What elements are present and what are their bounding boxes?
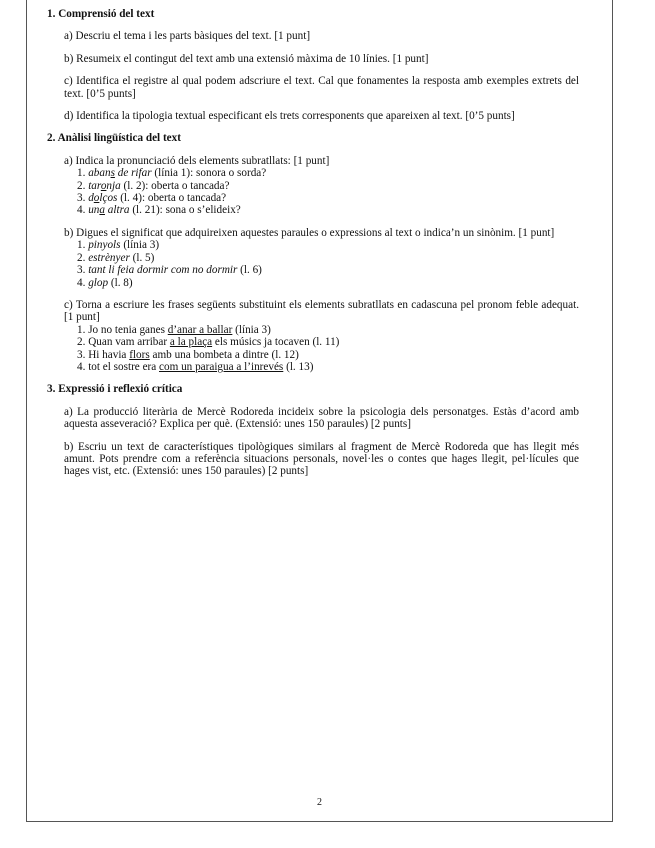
page-content [47,8,579,478]
question-2c-intro: c) Torna a escriure les frases següents substituint els elements subratllats en cadascuna pel pronom feble adequat. [1 punt] [64,298,579,324]
list-item: 3. Hi havia flors amb una bombeta a dintre (l. 12) [77,348,299,361]
question-1b: b) Resumeix el contingut del text amb una extensió màxima de 10 línies. [1 punt] [64,52,429,65]
question-1a: a) Descriu el tema i les parts bàsiques del text. [1 punt] [64,30,311,43]
list-item: 4. una altra (l. 21): sona o s’elideix? [77,204,241,217]
list-item: 4. glop (l. 8) [77,276,133,289]
list-item: 1. Jo no tenia ganes d’anar a ballar (línia 3) [77,323,271,336]
question-3b: b) Escriu un text de característiques tipològiques similars al fragment de Mercè Rodoreda que has llegit més amunt. Pots prendre com a referència situacions personals, novel·les o contes que hages llegit, pel·lícules que hages vist, etc. (Extensió: unes 150 paraules) [2 punts] [64,440,579,478]
question-1d: d) Identifica la tipologia textual especificant els trets corresponents que apareixen al text. [0’5 punts] [64,110,515,123]
exam-page [26,0,613,822]
section-3-title: 3. Expressió i reflexió crítica [47,383,183,396]
question-3a: a) La producció literària de Mercè Rodoreda incideix sobre la psicologia dels personatges. Estàs d’acord amb aquesta asseveració? Explica per què. (Extensió: unes 150 paraules) [2 punts] [64,405,579,431]
list-item: 1. pinyols (línia 3) [77,239,160,252]
question-2a [64,155,579,217]
list-item: 3. dolços (l. 4): oberta o tancada? [77,192,227,205]
question-2a-intro: a) Indica la pronunciació dels elements subratllats: [1 punt] [64,154,330,167]
section-2-title: 2. Anàlisi lingüística del text [47,132,181,145]
page-number: 2 [317,797,322,808]
question-2c [64,299,579,373]
question-2b-intro: b) Digues el significat que adquireixen aquestes paraules o expressions al text o indica’n un sinònim. [1 punt] [64,226,555,239]
question-2b [64,227,579,289]
list-item: 2. taronja (l. 2): oberta o tancada? [77,179,230,192]
list-item: 2. Quan vam arribar a la plaça els músics ja tocaven (l. 11) [77,336,340,349]
section-1-title: 1. Comprensió del text [47,8,155,20]
list-item: 4. tot el sostre era com un paraigua a l’inrevés (l. 13) [77,360,314,373]
list-item: 3. tant li feia dormir com no dormir (l. 6) [77,264,262,277]
list-item: 1. abans de rifar (línia 1): sonora o sorda? [77,167,267,180]
question-1c: c) Identifica el registre al qual podem adscriure el text. Cal que fonamentes la resposta amb exemples extrets del text. [0’5 punts] [64,75,579,100]
list-item: 2. estrènyer (l. 5) [77,251,155,264]
